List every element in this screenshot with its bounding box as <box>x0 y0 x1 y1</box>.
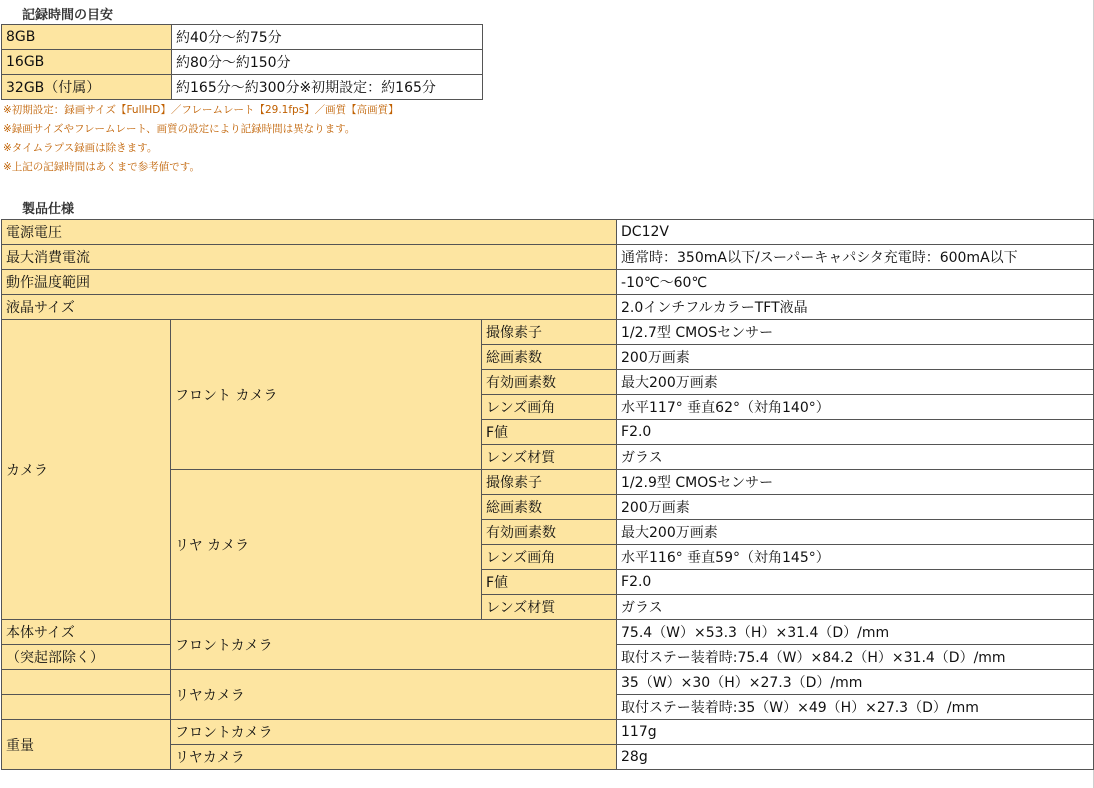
table-row <box>2 50 483 75</box>
time-cell: 約40分～約75分 <box>172 25 483 50</box>
spec-label: F値 <box>482 570 617 595</box>
table-row <box>2 720 1094 745</box>
table-row <box>2 320 1094 345</box>
recording-note: ※初期設定：録画サイズ【FullHD】／フレームレート【29.1fps】／画質【高画質】 <box>3 104 399 116</box>
spec-value: 1/2.9型 CMOSセンサー <box>617 470 1094 495</box>
spec-label: 動作温度範囲 <box>2 270 617 295</box>
spec-value: 75.4（W）×53.3（H）×31.4（D）/mm <box>617 620 1094 645</box>
spec-label: 最大消費電流 <box>2 245 617 270</box>
spec-label: レンズ画角 <box>482 545 617 570</box>
specs-table <box>1 219 1094 770</box>
time-cell: 約165分～約300分※初期設定：約165分 <box>172 75 483 100</box>
spec-label: 総画素数 <box>482 495 617 520</box>
weight-rear-label: リヤカメラ <box>171 745 617 770</box>
specs-section-title: 製品仕様 <box>22 202 75 217</box>
rear-camera-label: リヤ カメラ <box>171 470 482 620</box>
spec-value: ガラス <box>617 445 1094 470</box>
spec-value: 最大200万画素 <box>617 370 1094 395</box>
body-size-sublabel: （突起部除く） <box>2 645 171 670</box>
spec-value: 2.0インチフルカラーTFT液晶 <box>617 295 1094 320</box>
spec-value: -10℃～60℃ <box>617 270 1094 295</box>
size-rear-label: リヤカメラ <box>171 670 617 720</box>
spec-value: 1/2.7型 CMOSセンサー <box>617 320 1094 345</box>
body-size-label: 本体サイズ <box>2 620 171 645</box>
spec-value: 200万画素 <box>617 495 1094 520</box>
empty-label-cell <box>2 695 171 720</box>
spec-value: 35（W）×30（H）×27.3（D）/mm <box>617 670 1094 695</box>
weight-front-label: フロントカメラ <box>171 720 617 745</box>
spec-value: 28g <box>617 745 1094 770</box>
size-front-label: フロントカメラ <box>171 620 617 670</box>
spec-value: 水平116° 垂直59°（対角145°） <box>617 545 1094 570</box>
spec-label: 撮像素子 <box>482 320 617 345</box>
spec-value: F2.0 <box>617 570 1094 595</box>
table-row <box>2 25 483 50</box>
spec-label: レンズ画角 <box>482 395 617 420</box>
spec-value: 通常時：350mA以下/スーパーキャパシタ充電時：600mA以下 <box>617 245 1094 270</box>
capacity-cell: 16GB <box>2 50 172 75</box>
camera-label: カメラ <box>2 320 171 620</box>
table-row <box>2 670 1094 695</box>
recording-section-title: 記録時間の目安 <box>22 8 114 23</box>
recording-note: ※上記の記録時間はあくまで参考値です。 <box>3 161 200 173</box>
spec-label: 有効画素数 <box>482 370 617 395</box>
recording-time-table <box>1 24 483 100</box>
weight-label: 重量 <box>2 720 171 770</box>
empty-label-cell <box>2 670 171 695</box>
spec-value: 117g <box>617 720 1094 745</box>
spec-value: 最大200万画素 <box>617 520 1094 545</box>
spec-value: 取付ステー装着時:35（W）×49（H）×27.3（D）/mm <box>617 695 1094 720</box>
spec-value: ガラス <box>617 595 1094 620</box>
table-row <box>2 245 1094 270</box>
spec-label: 液晶サイズ <box>2 295 617 320</box>
table-row <box>2 75 483 100</box>
spec-label: 有効画素数 <box>482 520 617 545</box>
spec-value: 水平117° 垂直62°（対角140°） <box>617 395 1094 420</box>
spec-value: F2.0 <box>617 420 1094 445</box>
spec-label: レンズ材質 <box>482 445 617 470</box>
recording-note: ※録画サイズやフレームレート、画質の設定により記録時間は異なります。 <box>3 123 356 135</box>
table-row <box>2 295 1094 320</box>
table-row <box>2 270 1094 295</box>
spec-label: 電源電圧 <box>2 220 617 245</box>
spec-value: DC12V <box>617 220 1094 245</box>
spec-label: レンズ材質 <box>482 595 617 620</box>
spec-value: 取付ステー装着時:75.4（W）×84.2（H）×31.4（D）/mm <box>617 645 1094 670</box>
spec-label: 総画素数 <box>482 345 617 370</box>
front-camera-label: フロント カメラ <box>171 320 482 470</box>
time-cell: 約80分～約150分 <box>172 50 483 75</box>
table-row <box>2 620 1094 645</box>
table-row <box>2 220 1094 245</box>
recording-note: ※タイムラプス録画は除きます。 <box>3 142 158 154</box>
capacity-cell: 32GB（付属） <box>2 75 172 100</box>
spec-label: F値 <box>482 420 617 445</box>
spec-label: 撮像素子 <box>482 470 617 495</box>
capacity-cell: 8GB <box>2 25 172 50</box>
spec-value: 200万画素 <box>617 345 1094 370</box>
